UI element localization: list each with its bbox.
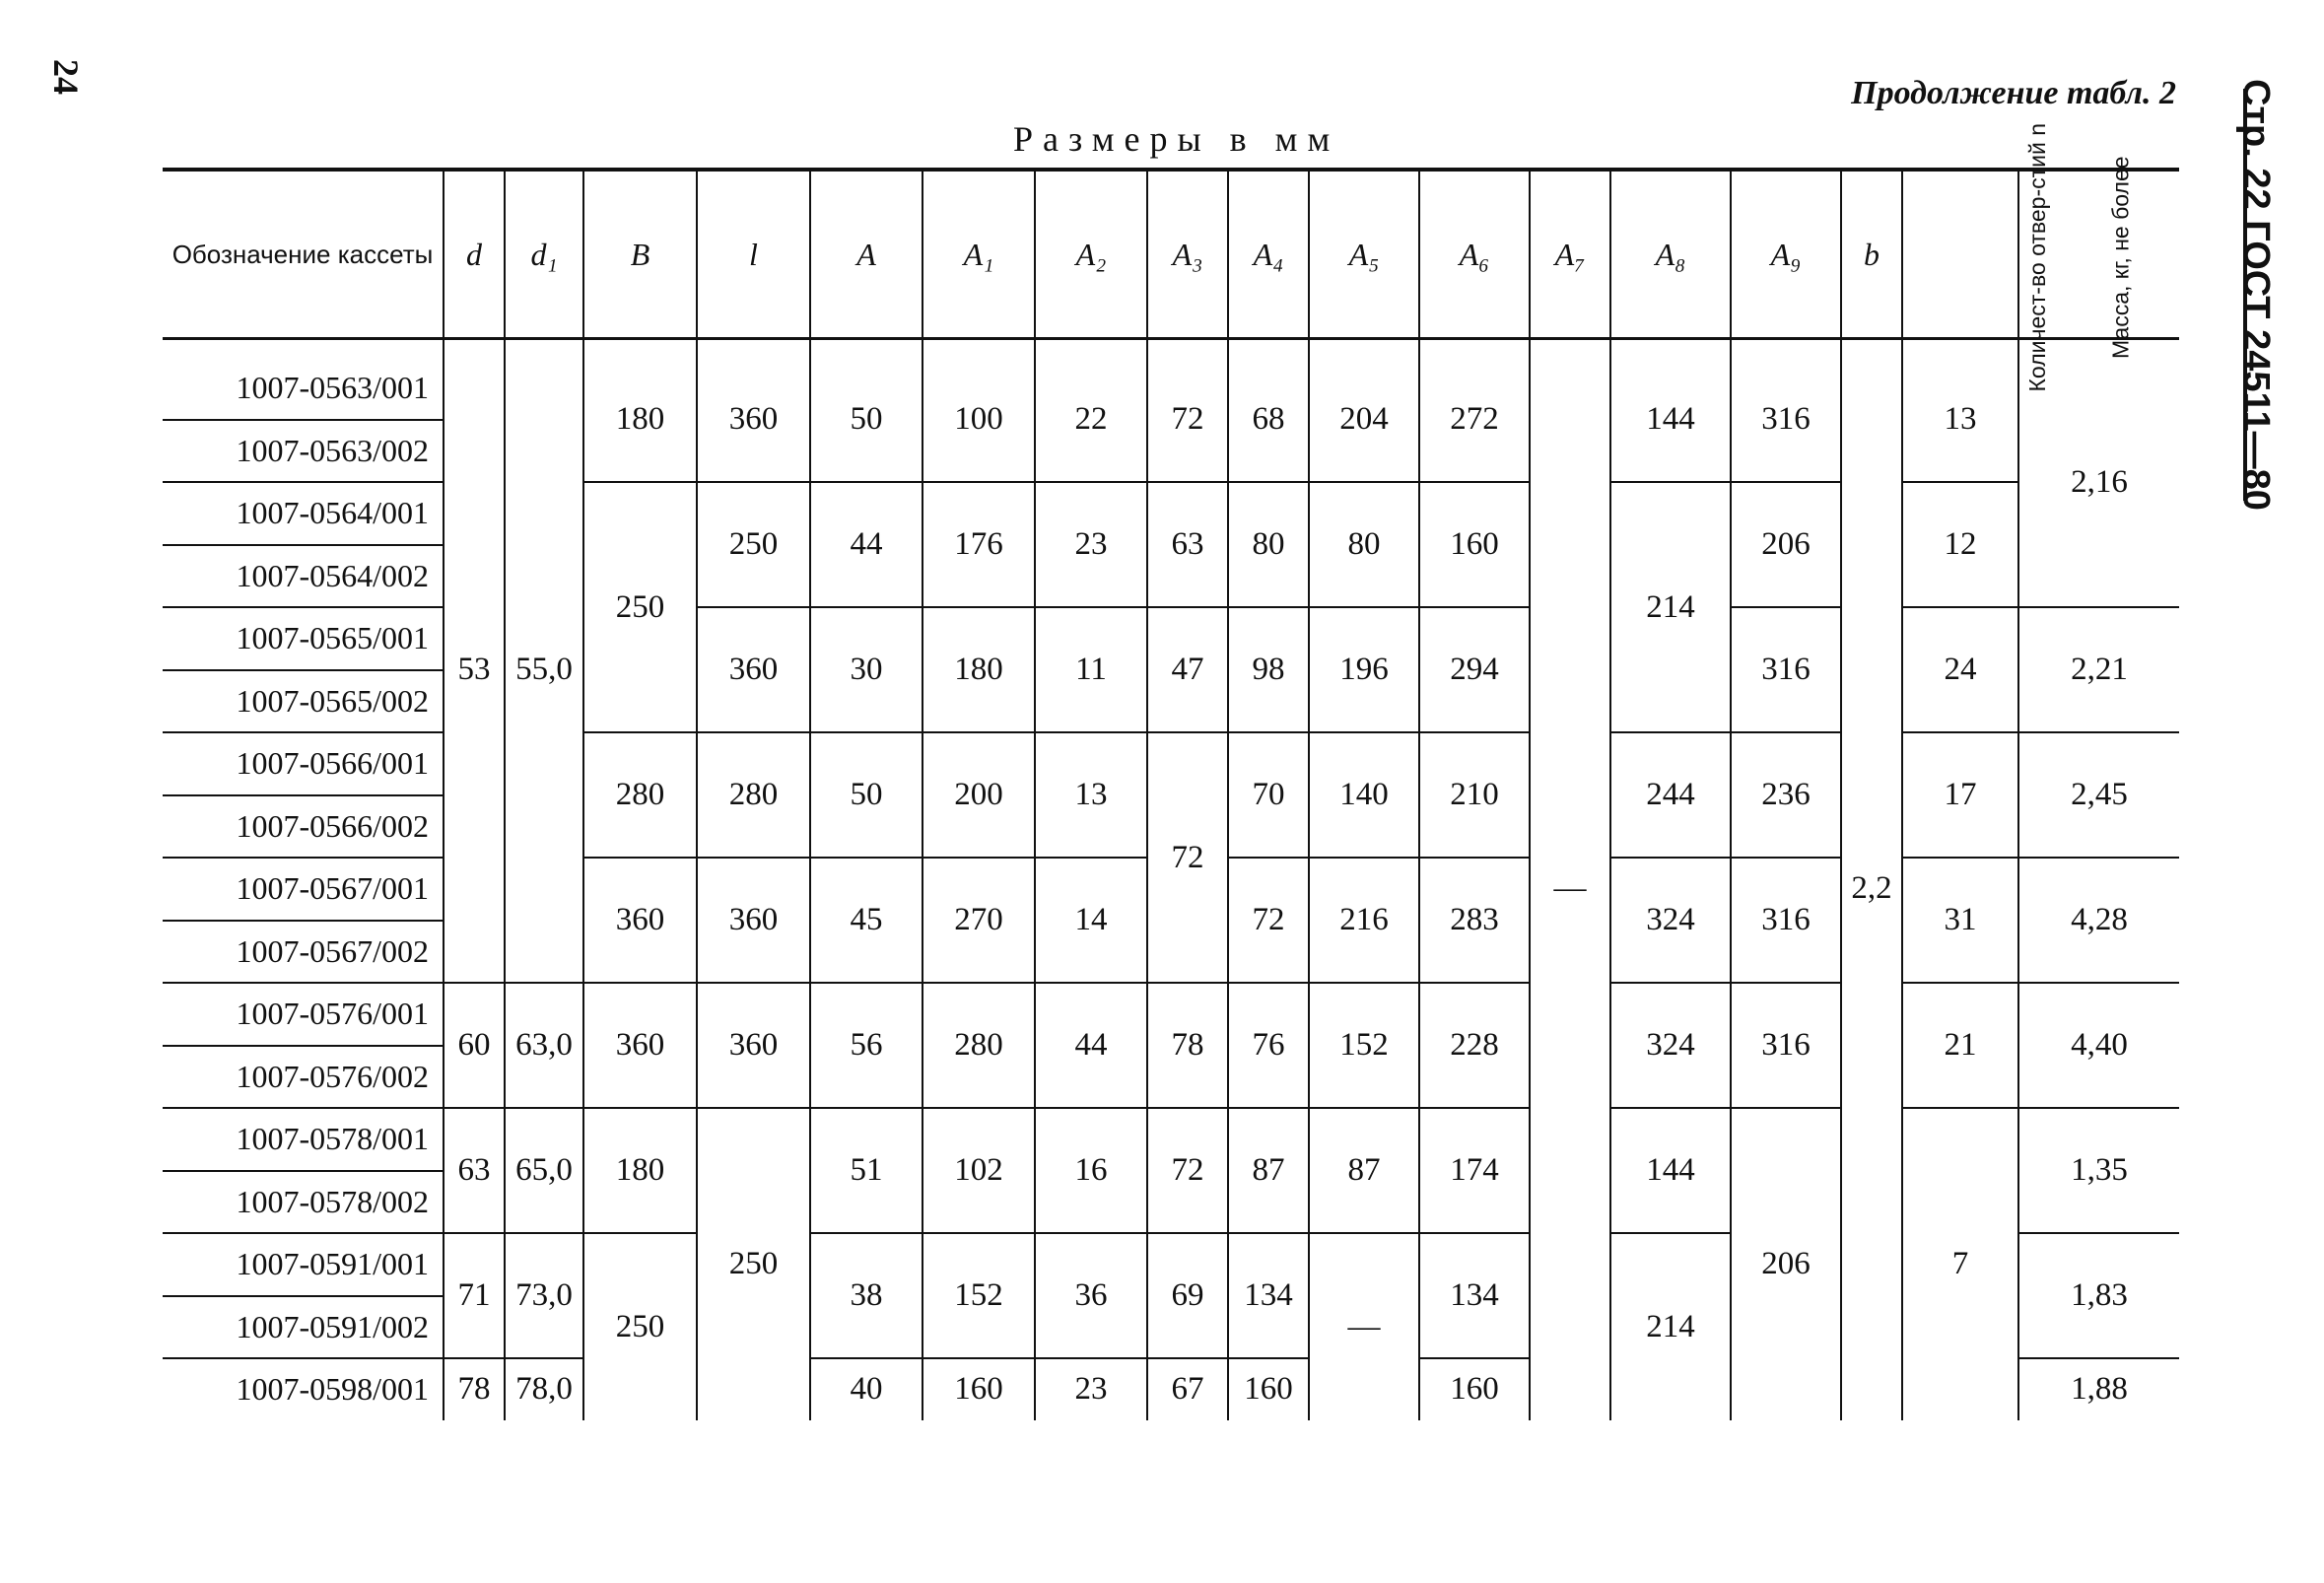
- b-width-cell: 360: [583, 983, 697, 1108]
- a-cell: 51: [810, 1108, 923, 1233]
- a-cell: 30: [810, 607, 923, 732]
- designation-cell: 1007-0566/001: [163, 732, 444, 795]
- mass-cell: 4,28: [2018, 858, 2179, 983]
- a9-cell: 316: [1731, 607, 1841, 732]
- l-cell: 360: [697, 983, 810, 1108]
- holes-cell: 13: [1902, 358, 2018, 482]
- l-cell: 360: [697, 358, 810, 482]
- a4-cell: 68: [1228, 358, 1309, 482]
- d1-cell: 73,0: [505, 1233, 583, 1358]
- header-a2: A₂: [1035, 170, 1147, 339]
- a8-cell: 324: [1610, 858, 1731, 983]
- a1-cell: 152: [923, 1233, 1035, 1358]
- header-b-width: B: [583, 170, 697, 339]
- spacer-cell: [1530, 339, 1610, 359]
- a6-cell: 228: [1419, 983, 1530, 1108]
- spacer-cell: [1902, 339, 2018, 359]
- b-width-cell: 280: [583, 732, 697, 858]
- spacer-cell: [1419, 339, 1530, 359]
- a4-cell: 98: [1228, 607, 1309, 732]
- header-a6: A₆: [1419, 170, 1530, 339]
- a1-cell: 100: [923, 358, 1035, 482]
- header-holes-label: Количест-во отвер-стий n: [2024, 122, 2051, 391]
- b-width-cell: 360: [583, 858, 697, 983]
- a5-cell: 204: [1309, 358, 1419, 482]
- mass-cell: 2,45: [2018, 732, 2179, 858]
- spacer-cell: [810, 339, 923, 359]
- d-cell: 53: [444, 358, 505, 983]
- a1-cell: 200: [923, 732, 1035, 858]
- designation-cell: 1007-0565/002: [163, 670, 444, 733]
- spacer-row: [163, 339, 2179, 359]
- header-l: l: [697, 170, 810, 339]
- header-mass-label: Масса, кг, не более: [2107, 155, 2134, 359]
- a5-cell: 87: [1309, 1108, 1419, 1233]
- b-width-cell: 180: [583, 1108, 697, 1233]
- a5-cell: 80: [1309, 482, 1419, 607]
- a2-cell: 13: [1035, 732, 1147, 858]
- designation-cell: 1007-0563/001: [163, 358, 444, 420]
- header-holes: [1902, 122, 2051, 391]
- spacer-cell: [1309, 339, 1419, 359]
- mass-cell: 2,16: [2018, 358, 2179, 607]
- spacer-cell: [1147, 339, 1228, 359]
- a9-cell: 316: [1731, 983, 1841, 1108]
- header-designation: Обозначение кассеты: [163, 170, 444, 339]
- designation-cell: 1007-0591/001: [163, 1233, 444, 1296]
- a6-cell: 283: [1419, 858, 1530, 983]
- d1-cell: 63,0: [505, 983, 583, 1108]
- header-a8: A₈: [1610, 170, 1731, 339]
- a3-cell: 78: [1147, 983, 1228, 1108]
- a3-cell: 72: [1147, 732, 1228, 983]
- spacer-cell: [163, 339, 444, 359]
- a9-cell: 236: [1731, 732, 1841, 858]
- a8-cell: 244: [1610, 732, 1731, 858]
- b-width-cell: 180: [583, 358, 697, 482]
- mass-cell: 2,21: [2018, 607, 2179, 732]
- mass-cell: 1,88: [2018, 1358, 2179, 1420]
- a4-cell: 72: [1228, 858, 1309, 983]
- l-cell: 250: [697, 482, 810, 607]
- spacer-cell: [1731, 339, 1841, 359]
- a-cell: 50: [810, 358, 923, 482]
- designation-cell: 1007-0591/002: [163, 1296, 444, 1359]
- header-d: d: [444, 170, 505, 339]
- a6-cell: 210: [1419, 732, 1530, 858]
- a5-cell: 216: [1309, 858, 1419, 983]
- spacer-cell: [923, 339, 1035, 359]
- header-d1: d₁: [505, 170, 583, 339]
- a1-cell: 176: [923, 482, 1035, 607]
- a4-cell: 80: [1228, 482, 1309, 607]
- a2-cell: 16: [1035, 1108, 1147, 1233]
- a2-cell: 22: [1035, 358, 1147, 482]
- spacer-cell: [505, 339, 583, 359]
- a3-cell: 67: [1147, 1358, 1228, 1420]
- designation-cell: 1007-0563/002: [163, 420, 444, 483]
- l-cell: 360: [697, 607, 810, 732]
- d-cell: 71: [444, 1233, 505, 1358]
- b-width-cell: 250: [583, 482, 697, 732]
- designation-cell: 1007-0598/001: [163, 1358, 444, 1420]
- a6-cell: 160: [1419, 482, 1530, 607]
- units-caption: Размеры в мм: [1013, 119, 1340, 159]
- a3-cell: 69: [1147, 1233, 1228, 1358]
- a5-cell: —: [1309, 1233, 1419, 1420]
- holes-cell: 21: [1902, 983, 2018, 1108]
- designation-cell: 1007-0576/001: [163, 983, 444, 1046]
- d1-cell: 55,0: [505, 358, 583, 983]
- a5-cell: 196: [1309, 607, 1419, 732]
- header-a9: A₉: [1731, 170, 1841, 339]
- a1-cell: 270: [923, 858, 1035, 983]
- a2-cell: 11: [1035, 607, 1147, 732]
- a-cell: 45: [810, 858, 923, 983]
- spacer-cell: [583, 339, 697, 359]
- holes-cell: 17: [1902, 732, 2018, 858]
- designation-cell: 1007-0564/002: [163, 545, 444, 608]
- a-cell: 40: [810, 1358, 923, 1420]
- a9-cell: 206: [1731, 482, 1841, 607]
- a9-cell: 316: [1731, 358, 1841, 482]
- designation-cell: 1007-0564/001: [163, 482, 444, 545]
- standard-reference: Стр. 22 ГОСТ 24511—80: [2235, 79, 2277, 511]
- a3-cell: 63: [1147, 482, 1228, 607]
- mass-cell: 1,35: [2018, 1108, 2179, 1233]
- a4-cell: 70: [1228, 732, 1309, 858]
- a5-cell: 140: [1309, 732, 1419, 858]
- a-cell: 44: [810, 482, 923, 607]
- header-a1: A₁: [923, 170, 1035, 339]
- a6-cell: 174: [1419, 1108, 1530, 1233]
- designation-cell: 1007-0565/001: [163, 607, 444, 670]
- header-row: [163, 170, 2179, 339]
- header-b: b: [1841, 170, 1902, 339]
- a6-cell: 160: [1419, 1358, 1530, 1420]
- a4-cell: 87: [1228, 1108, 1309, 1233]
- a-cell: 50: [810, 732, 923, 858]
- table-row: [163, 358, 2179, 420]
- a8-cell: 144: [1610, 1108, 1731, 1233]
- designation-cell: 1007-0567/002: [163, 921, 444, 984]
- header-a5: A₅: [1309, 170, 1419, 339]
- a2-cell: 14: [1035, 858, 1147, 983]
- page-number: 24: [46, 59, 86, 95]
- d1-cell: 65,0: [505, 1108, 583, 1233]
- mass-cell: 1,83: [2018, 1233, 2179, 1358]
- a9-cell: 316: [1731, 858, 1841, 983]
- a-cell: 38: [810, 1233, 923, 1358]
- a8-cell: 324: [1610, 983, 1731, 1108]
- b-cell: 2,2: [1841, 358, 1902, 1420]
- a6-cell: 294: [1419, 607, 1530, 732]
- a1-cell: 102: [923, 1108, 1035, 1233]
- a2-cell: 23: [1035, 1358, 1147, 1420]
- spacer-cell: [1610, 339, 1731, 359]
- a2-cell: 36: [1035, 1233, 1147, 1358]
- table-continuation-caption: Продолжение табл. 2: [1851, 75, 2176, 111]
- l-cell: 250: [697, 1108, 810, 1420]
- a3-cell: 72: [1147, 1108, 1228, 1233]
- a4-cell: 134: [1228, 1233, 1309, 1358]
- a1-cell: 160: [923, 1358, 1035, 1420]
- a4-cell: 76: [1228, 983, 1309, 1108]
- header-a3: A₃: [1147, 170, 1228, 339]
- a3-cell: 72: [1147, 358, 1228, 482]
- a1-cell: 180: [923, 607, 1035, 732]
- a2-cell: 44: [1035, 983, 1147, 1108]
- spacer-cell: [697, 339, 810, 359]
- mass-cell: 4,40: [2018, 983, 2179, 1108]
- d-cell: 78: [444, 1358, 505, 1420]
- a2-cell: 23: [1035, 482, 1147, 607]
- spacer-cell: [1228, 339, 1309, 359]
- a3-cell: 47: [1147, 607, 1228, 732]
- holes-cell: 31: [1902, 858, 2018, 983]
- header-a7: A₇: [1530, 170, 1610, 339]
- b-width-cell: 250: [583, 1233, 697, 1420]
- designation-cell: 1007-0576/002: [163, 1046, 444, 1109]
- l-cell: 280: [697, 732, 810, 858]
- d1-cell: 78,0: [505, 1358, 583, 1420]
- spacer-cell: [1841, 339, 1902, 359]
- holes-cell: 24: [1902, 607, 2018, 732]
- holes-cell: 7: [1902, 1108, 2018, 1420]
- a8-cell: 214: [1610, 482, 1731, 732]
- designation-cell: 1007-0566/002: [163, 795, 444, 859]
- d-cell: 63: [444, 1108, 505, 1233]
- designation-cell: 1007-0578/002: [163, 1171, 444, 1234]
- a-cell: 56: [810, 983, 923, 1108]
- d-cell: 60: [444, 983, 505, 1108]
- a5-cell: 152: [1309, 983, 1419, 1108]
- a1-cell: 280: [923, 983, 1035, 1108]
- a9-cell: 206: [1731, 1108, 1841, 1420]
- header-a4: A₄: [1228, 170, 1309, 339]
- spacer-cell: [444, 339, 505, 359]
- holes-cell: 12: [1902, 482, 2018, 607]
- a7-cell: —: [1530, 358, 1610, 1420]
- a6-cell: 272: [1419, 358, 1530, 482]
- designation-cell: 1007-0567/001: [163, 858, 444, 921]
- l-cell: 360: [697, 858, 810, 983]
- spacer-cell: [1035, 339, 1147, 359]
- a8-cell: 144: [1610, 358, 1731, 482]
- a6-cell: 134: [1419, 1233, 1530, 1358]
- designation-cell: 1007-0578/001: [163, 1108, 444, 1171]
- header-a: A: [810, 170, 923, 339]
- a8-cell: 214: [1610, 1233, 1731, 1420]
- a4-cell: 160: [1228, 1358, 1309, 1420]
